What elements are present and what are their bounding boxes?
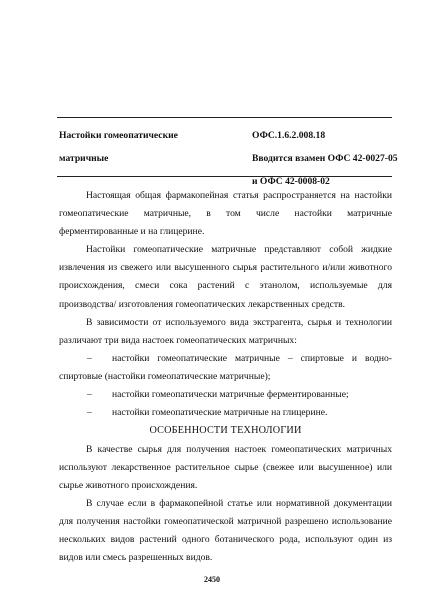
section-title: ОСОБЕННОСТИ ТЕХНОЛОГИИ [149,425,302,437]
page-number: 2450 [204,575,220,584]
replaces-line2: и ОФС 42-0008-02 [252,176,330,187]
paragraph-definition: Настойки гомеопатические матричные представляют собой жидкие извлечения из свежего или высушенного сырья растительного и/или животного происхождения, смеси сока растений с этанолом, используемые для производства/ изготовления гомеопатических лекарственных средств. [59,244,392,310]
list-item-text: настойки гомеопатически матричные ферментированные; [112,389,349,401]
monograph-title [59,124,249,170]
monograph-code-block [252,124,402,193]
paragraph-raw-material: В качестве сырья для получения настоек гомеопатических матричных используют лекарственное растительное сырье (свежее или высушенное) или сырье животного происхождения. [59,443,392,491]
list-dash: – [87,407,92,419]
list-item-text: настойки гомеопатические матричные на глицерине. [112,407,328,419]
header-bottom-rule [57,176,392,177]
list-item [59,404,392,422]
list-item [59,350,392,386]
list-dash: – [87,352,92,364]
types-list [59,350,392,422]
monograph-code: ОФС.1.6.2.008.18 [252,130,326,141]
paragraph-several-species: В случае если в фармакопейной статье или нормативной документации для получения настойки гомеопатической матричной разрешено использование нескольких видов растений одного ботанического рода, используют один из видов или смесь разрешенных видов. [59,498,392,564]
list-item-text: настойки гомеопатические матричные – спиртовые и водно-спиртовые (настойки гомеопатические матричные); [59,352,392,382]
monograph-title-line1: Настойки гомеопатические [59,130,178,141]
paragraph-types-intro: В зависимости от используемого вида экстрагента, сырья и технологии различают три вида настоек гомеопатических матричных: [59,316,392,346]
list-item [59,386,392,404]
replaces-line1: Вводится взамен ОФС 42-0027-05 [252,153,398,164]
list-dash: – [87,389,92,401]
header-top-rule [57,117,392,118]
monograph-title-line2: матричные [59,153,109,164]
document-body [59,187,392,567]
paragraph-scope: Настоящая общая фармакопейная статья распространяется на настойки гомеопатические матричные, в том числе настойки матричные ферментированные и на глицерине. [59,190,392,238]
